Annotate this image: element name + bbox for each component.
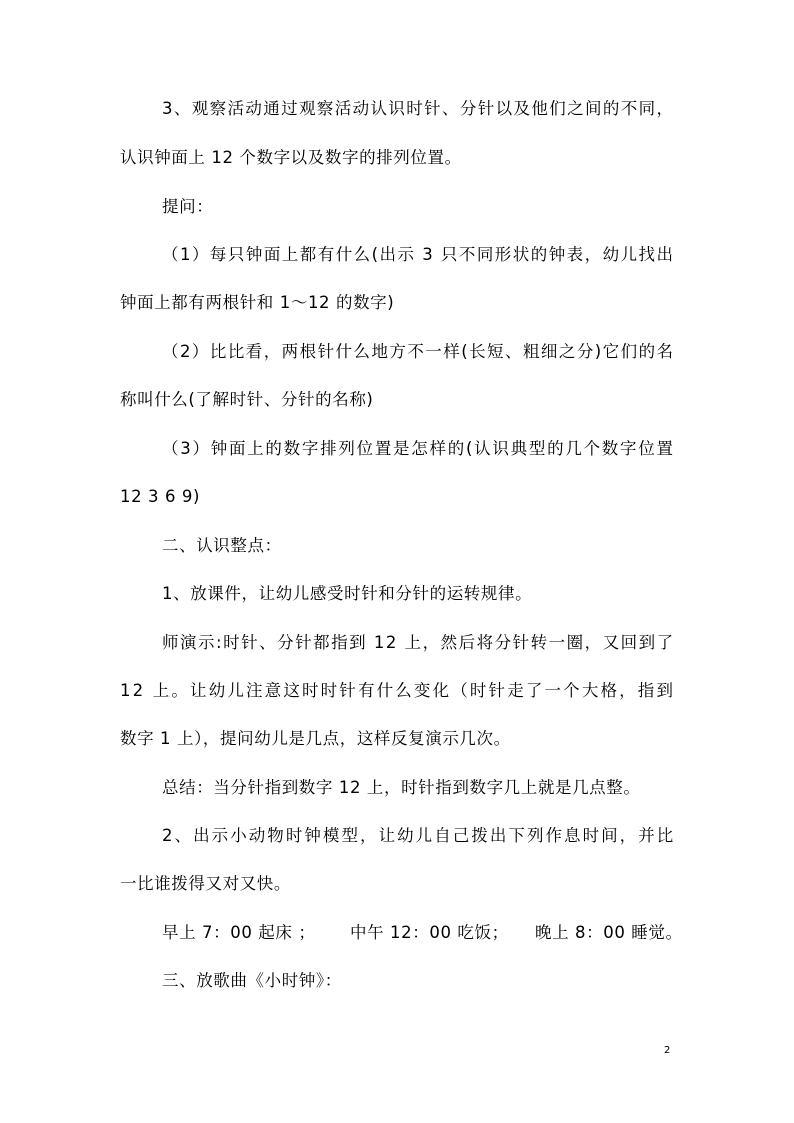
activity-1-courseware: 1、放课件，让幼儿感受时针和分针的运转规律。 [162,584,533,603]
summary-line: 总结：当分针指到数字 12 上，时针指到数字几上就是几点整。 [162,778,641,797]
teacher-demo-line-1: 师 演 示 : 时 针 、 分 针 都 指 到 1 2 上 ， 然 后 将 分 针 转 一 圈 ， 又 回 到 了 [162,633,674,652]
question-2-line-1: （ 2 ） 比 比 看 ， 两 根 针 什 么 地 方 不 一 样 ( 长 短 、 粗 细 之 分 ) 它 们 的 名 [162,342,674,361]
page-number: 2 [664,1045,671,1056]
schedule-evening: 晚上 8：00 睡觉。 [535,923,683,942]
teacher-demo-line-3: 数字 1 上），提问幼儿是几点，这样反复演示几次。 [120,729,511,748]
question-1-line-2: 钟面上都有两根针和 1～12 的数字) [120,293,395,312]
question-2-line-2: 称叫什么(了解时针、分针的名称) [120,390,374,409]
section-three-heading: 三、放歌曲《小时钟》： [162,971,342,990]
paragraph-observation-activity-line-2: 认识钟面上 12 个数字以及数字的排列位置。 [120,148,462,167]
section-two-heading: 二、认识整点： [162,536,282,555]
schedule-noon: 中午 12：00 吃饭； [350,923,509,942]
activity-2-line-1: 2 、 出 示 小 动 物 时 钟 模 型 ， 让 幼 儿 自 己 拨 出 下 列 作 息 时 间 ， 并 比 [162,826,674,845]
question-1-line-1: （ 1 ） 每 只 钟 面 上 都 有 什 么 ( 出 示 3 只 不 同 形 状 的 钟 表 ， 幼 儿 找 出 [162,245,674,264]
teacher-demo-line-2: 1 2 上 。 让 幼 儿 注 意 这 时 时 针 有 什 么 变 化 （ 时 针 走 了 一 个 大 格 ， 指 到 [120,681,674,700]
paragraph-observation-activity-line-1: 3 、 观 察 活 动 通 过 观 察 活 动 认 识 时 针 、 分 针 以 及 他 们 之 间 的 不 同 ， [162,99,674,118]
schedule-morning: 早上 7：00 起床 ； [162,923,316,942]
question-3-line-1: （ 3 ） 钟 面 上 的 数 字 排 列 位 置 是 怎 样 的 ( 认 识 典 型 的 几 个 数 字 位 置 [162,439,674,458]
question-heading: 提问： [162,197,214,216]
question-3-line-2: 12 3 6 9) [120,487,201,506]
activity-2-line-2: 一比谁拨得又对又快。 [120,874,291,893]
